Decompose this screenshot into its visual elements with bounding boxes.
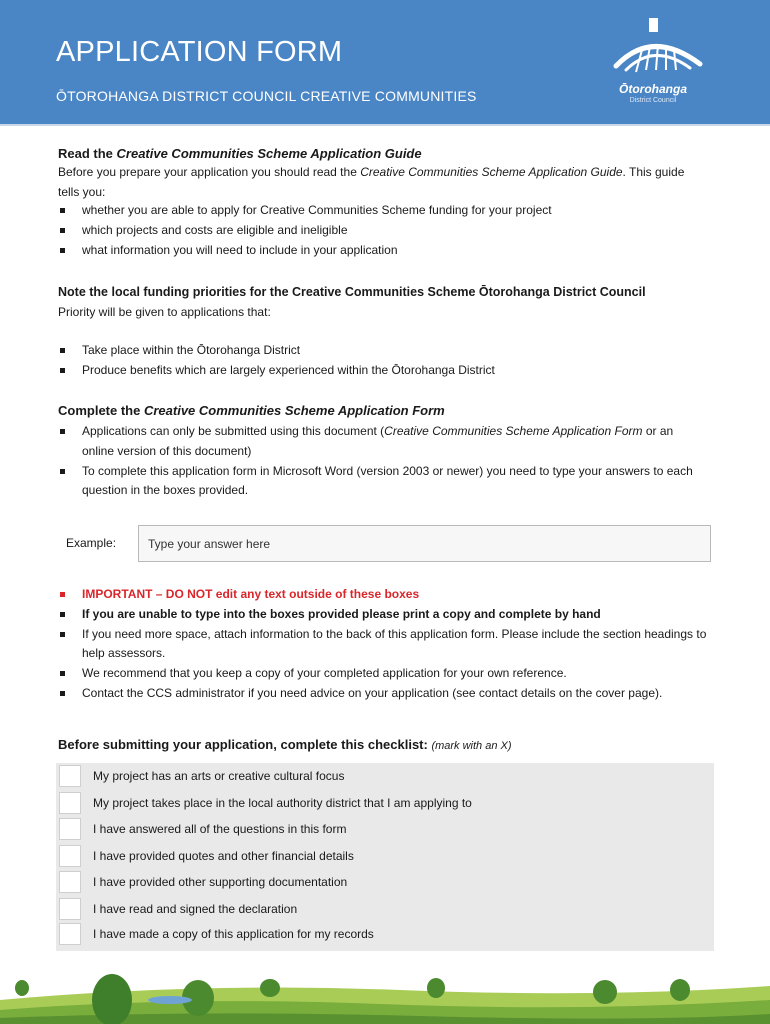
example-label: Example: [66,536,117,550]
checklist-row [56,790,714,816]
list-item: which projects and costs are eligible and ineligible [58,221,708,241]
list-item: To complete this application form in Microsoft Word (version 2003 or newer) you need to type your answers to each question in the boxes provided. [58,462,708,502]
checklist-heading [58,737,512,752]
guide-intro-prefix: Before you prepare your application you should read the [58,165,361,179]
complete-heading-prefix: Complete the [58,403,144,418]
checklist-checkbox[interactable] [59,923,81,945]
list-item: what information you will need to include in your application [58,241,708,261]
logo-name: Ōtorohanga [619,82,687,96]
complete-heading [58,403,445,418]
guide-intro [58,163,708,202]
header-banner [0,0,770,126]
guide-bullet-list [58,201,708,260]
complete-bullet1-title: Creative Communities Scheme Application Form [384,424,643,438]
priorities-bullet-list [58,341,708,381]
page-subtitle: ŌTOROHANGA DISTRICT COUNCIL CREATIVE COMMUNITIES [56,88,477,104]
list-item: Take place within the Ōtorohanga District [58,341,708,361]
complete-heading-title: Creative Communities Scheme Application Form [143,403,445,418]
guide-intro-suffix: . This guide tells you: [58,165,685,199]
guide-heading-prefix: Read the [58,146,117,161]
landscape-footer-illustration [0,960,770,1024]
checklist-checkbox[interactable] [59,871,81,893]
guide-heading-title: Creative Communities Scheme Application Guide [116,146,422,161]
list-item [58,422,708,462]
list-item: We recommend that you keep a copy of your completed application for your own reference. [58,664,708,684]
guide-intro-title: Creative Communities Scheme Application Guide [360,165,623,179]
checklist-label: I have provided quotes and other financial details [93,849,354,863]
checklist-checkbox[interactable] [59,818,81,840]
checklist-label: I have made a copy of this application for my records [93,927,374,941]
checklist-heading-text: Before submitting your application, complete this checklist: [58,737,432,752]
checklist-panel [56,763,714,951]
page-title: APPLICATION FORM [56,36,343,68]
checklist-row [56,816,714,842]
checklist-row [56,921,714,947]
priorities-intro: Priority will be given to applications that: [58,305,271,319]
checklist-row [56,869,714,895]
list-item: If you are unable to type into the boxes provided please print a copy and complete by hand [58,605,708,625]
checklist-label: My project takes place in the local authority district that I am applying to [93,796,472,810]
checklist-checkbox[interactable] [59,765,81,787]
list-item: If you need more space, attach information to the back of this application form. Please include the section headings to help assessors. [58,625,708,665]
checklist-label: My project has an arts or creative cultural focus [93,769,345,783]
complete-bullet1-prefix: Applications can only be submitted using this document ( [82,424,385,438]
guide-heading [58,146,422,161]
priorities-heading: Note the local funding priorities for the Creative Communities Scheme Ōtorohanga District Council [58,285,646,299]
complete-bullet-list [58,422,708,501]
list-item: Produce benefits which are largely experienced within the Ōtorohanga District [58,361,708,381]
list-item: Contact the CCS administrator if you need advice on your application (see contact details on the cover page). [58,684,708,704]
checklist-label: I have provided other supporting documentation [93,875,348,889]
checklist-checkbox[interactable] [59,845,81,867]
checklist-label: I have answered all of the questions in this form [93,822,347,836]
checklist-checkbox[interactable] [59,792,81,814]
list-item: whether you are able to apply for Creative Communities Scheme funding for your project [58,201,708,221]
important-notice: IMPORTANT – DO NOT edit any text outside of these boxes [58,585,708,605]
checklist-checkbox[interactable] [59,898,81,920]
notes-bullet-list [58,585,708,704]
example-answer-box[interactable]: Type your answer here [138,525,711,562]
checklist-label: I have read and signed the declaration [93,902,298,916]
checklist-row [56,843,714,869]
complete-bullet1-suffix: or an online version of this document) [82,424,674,458]
checklist-heading-note: (mark with an X) [431,740,512,752]
checklist-row [56,896,714,922]
logo-subtitle: District Council [629,97,677,104]
checklist-row [56,763,714,789]
